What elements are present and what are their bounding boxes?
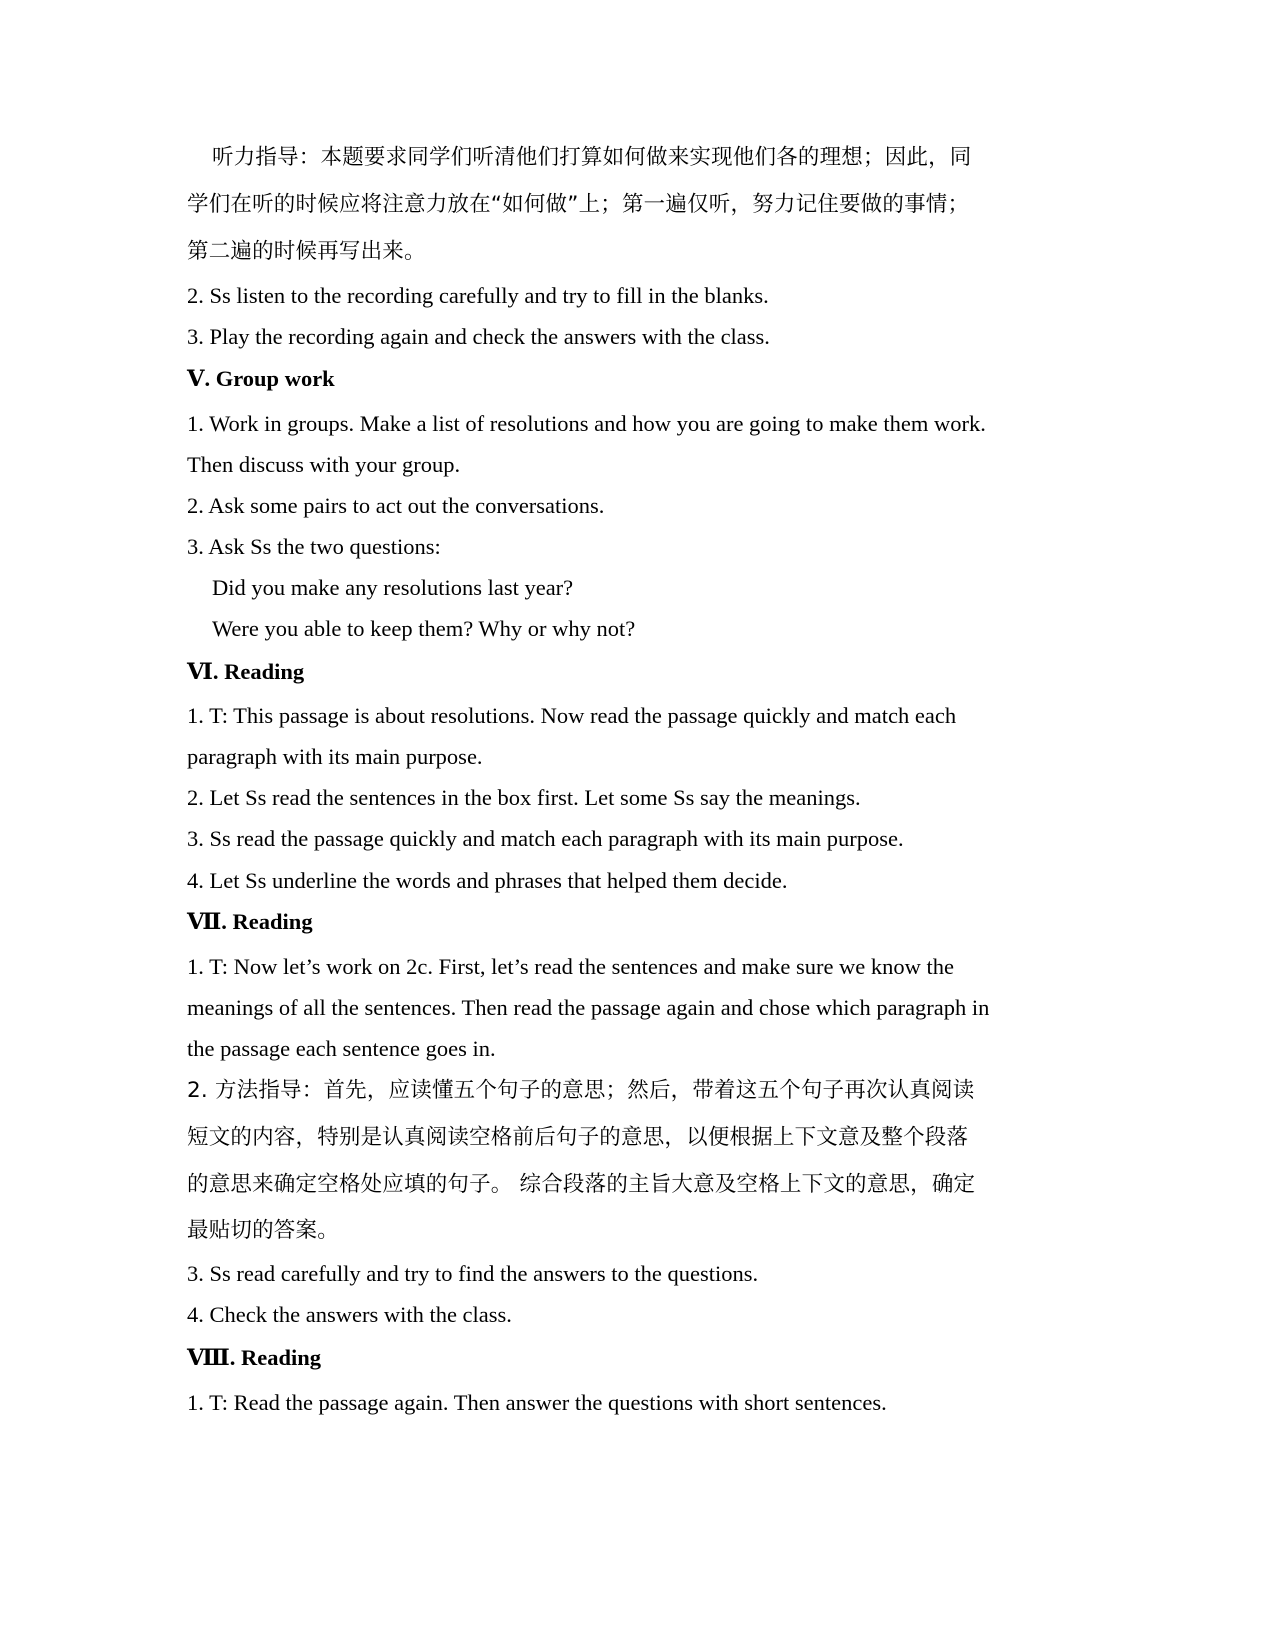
section-heading-reading-7: Ⅶ. Reading — [187, 909, 313, 934]
step-play-check: 3. Play the recording again and check the answers with the class. — [187, 324, 770, 349]
listening-guide-line-1: 听力指导：本题要求同学们听清他们打算如何做来实现他们各的理想；因此，同 — [212, 145, 972, 170]
section-heading-group-work: Ⅴ. Group work — [187, 366, 335, 391]
method-guide-line-2: 短文的内容，特别是认真阅读空格前后句子的意思，以便根据上下文意及整个段落 — [187, 1125, 969, 1150]
reading-7-step-1-cont-1: meanings of all the sentences. Then read the passage again and chose which paragraph in — [187, 995, 990, 1020]
step-listen-fill: 2. Ss listen to the recording carefully and try to fill in the blanks. — [187, 283, 769, 308]
reading-6-step-4: 4. Let Ss underline the words and phrases that helped them decide. — [187, 868, 788, 893]
reading-6-step-1-cont: paragraph with its main purpose. — [187, 744, 483, 769]
reading-6-step-2: 2. Let Ss read the sentences in the box first. Let some Ss say the meanings. — [187, 785, 861, 810]
method-guide-line-4: 最贴切的答案。 — [187, 1218, 339, 1243]
question-1: Did you make any resolutions last year? — [212, 575, 574, 600]
method-guide-line-1: 2. 方法指导：首先，应读懂五个句子的意思；然后，带着这五个句子再次认真阅读 — [187, 1078, 975, 1103]
reading-7-step-4: 4. Check the answers with the class. — [187, 1302, 512, 1327]
reading-7-step-1-cont-2: the passage each sentence goes in. — [187, 1036, 496, 1061]
section-heading-reading-6: Ⅵ. Reading — [187, 659, 305, 684]
group-work-step-1-cont: Then discuss with your group. — [187, 452, 461, 477]
group-work-step-3: 3. Ask Ss the two questions: — [187, 534, 441, 559]
question-2: Were you able to keep them? Why or why not? — [212, 616, 636, 641]
reading-8-step-1: 1. T: Read the passage again. Then answer the questions with short sentences. — [187, 1390, 887, 1415]
listening-guide-line-3: 第二遍的时候再写出来。 — [187, 239, 426, 264]
reading-7-step-3: 3. Ss read carefully and try to find the answers to the questions. — [187, 1261, 759, 1286]
reading-7-step-1: 1. T: Now let’s work on 2c. First, let’s read the sentences and make sure we know the — [187, 954, 955, 979]
reading-6-step-3: 3. Ss read the passage quickly and match each paragraph with its main purpose. — [187, 826, 904, 851]
reading-6-step-1: 1. T: This passage is about resolutions. Now read the passage quickly and match each — [187, 703, 957, 728]
section-heading-reading-8: Ⅷ. Reading — [187, 1345, 322, 1370]
group-work-step-1: 1. Work in groups. Make a list of resolutions and how you are going to make them work. — [187, 411, 986, 436]
method-guide-line-3: 的意思来确定空格处应填的句子。 综合段落的主旨大意及空格上下文的意思，确定 — [187, 1172, 976, 1197]
listening-guide-line-2: 学们在听的时候应将注意力放在“如何做”上；第一遍仅听，努力记住要做的事情； — [187, 192, 970, 217]
group-work-step-2: 2. Ask some pairs to act out the conversations. — [187, 493, 605, 518]
